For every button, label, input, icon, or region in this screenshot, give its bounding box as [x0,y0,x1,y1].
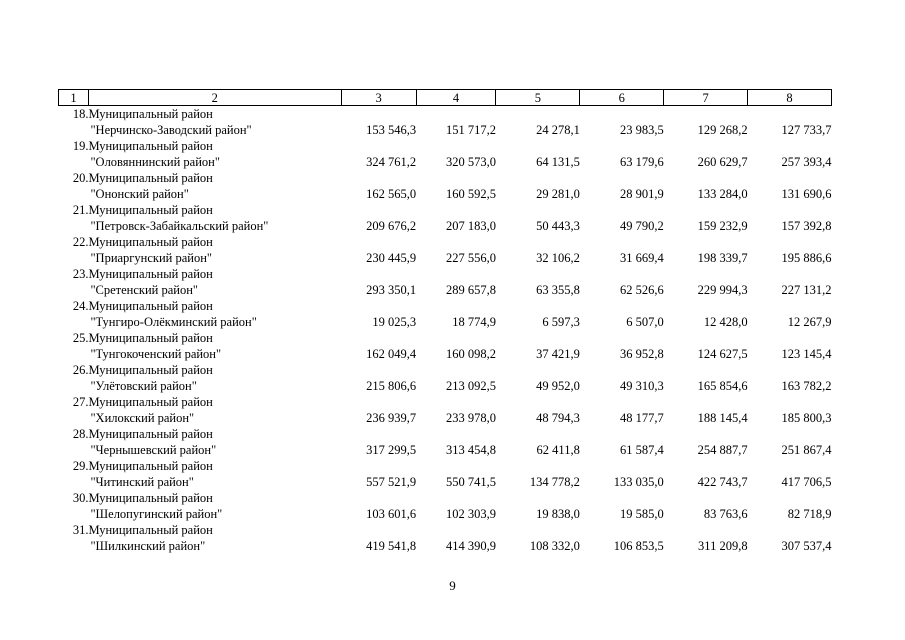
value-cell: 213 092,5 [445,379,496,393]
value-cell: 289 657,8 [445,283,496,297]
value-cell: 82 718,9 [787,507,832,521]
table-row [59,170,832,186]
value-cell: 162 565,0 [366,187,417,201]
blank-cell [59,442,89,458]
value-cell: 49 310,3 [619,379,664,393]
column-header: 6 [580,90,664,106]
table-row [59,410,832,426]
table-row [59,202,832,218]
value-cell: 227 131,2 [781,283,832,297]
value-cell: 28 901,9 [619,187,664,201]
municipality-name: "Чернышевский район" [90,443,217,457]
table-row [59,346,832,362]
municipality-type: Муниципальный район [88,203,213,217]
value-cell: 48 177,7 [619,411,664,425]
table-row [59,250,832,266]
value-cell: 133 035,0 [613,475,664,489]
value-cell: 311 209,8 [698,539,748,553]
value-cell: 293 350,1 [366,283,417,297]
municipality-name: "Приаргунский район" [90,251,213,265]
value-cell: 236 939,7 [366,411,417,425]
table-row [59,298,832,314]
blank-cell [59,186,89,202]
value-cell: 103 601,6 [366,507,417,521]
municipality-name: "Ононский район" [90,187,189,201]
blank-cell [59,218,89,234]
blank-cell [59,346,89,362]
value-cell: 422 743,7 [697,475,748,489]
table-row [59,314,832,330]
municipality-name: "Шелопугинский район" [90,507,223,521]
row-number: 24. [72,299,89,313]
table-row [59,330,832,346]
table-row [59,506,832,522]
value-cell: 162 049,4 [366,347,417,361]
value-cell: 102 303,9 [445,507,496,521]
row-number: 23. [72,267,89,281]
municipality-type: Муниципальный район [88,267,213,281]
value-cell: 207 183,0 [445,219,496,233]
value-cell: 23 983,5 [619,123,664,137]
value-cell: 50 443,3 [536,219,580,233]
value-cell: 185 800,3 [781,411,832,425]
row-number: 25. [72,331,89,345]
table-row [59,362,832,378]
municipality-type: Муниципальный район [88,363,213,377]
municipality-type: Муниципальный район [88,139,213,153]
table-row [59,218,832,234]
value-cell: 83 763,6 [703,507,748,521]
municipality-name: "Шилкинский район" [90,539,206,553]
municipality-type: Муниципальный район [88,459,213,473]
column-header: 2 [88,90,341,106]
value-cell: 106 853,5 [613,539,664,553]
value-cell: 195 886,6 [781,251,832,265]
value-cell: 151 717,2 [445,123,496,137]
row-number: 27. [72,395,89,409]
value-cell: 313 454,8 [445,443,496,457]
value-cell: 129 268,2 [697,123,748,137]
table-row [59,138,832,154]
value-cell: 63 179,6 [619,155,664,169]
value-cell: 131 690,6 [781,187,832,201]
row-number: 31. [72,523,89,537]
value-cell: 163 782,2 [781,379,832,393]
value-cell: 49 790,2 [619,219,664,233]
municipality-name: "Сретенский район" [90,283,199,297]
value-cell: 209 676,2 [366,219,417,233]
value-cell: 251 867,4 [781,443,832,457]
value-cell: 37 421,9 [536,347,580,361]
row-number: 30. [72,491,89,505]
blank-cell [59,538,89,554]
value-cell: 6 597,3 [542,315,580,329]
value-cell: 324 761,2 [366,155,417,169]
table-row [59,394,832,410]
value-cell: 18 774,9 [452,315,496,329]
value-cell: 123 145,4 [781,347,832,361]
table-row [59,474,832,490]
table-row [59,186,832,202]
municipality-type: Муниципальный район [88,427,213,441]
value-cell: 317 299,5 [366,443,417,457]
municipality-type: Муниципальный район [88,491,213,505]
column-header: 5 [496,90,580,106]
value-cell: 124 627,5 [697,347,748,361]
municipality-type: Муниципальный район [88,395,213,409]
value-cell: 133 284,0 [697,187,748,201]
value-cell: 417 706,5 [781,475,832,489]
value-cell: 36 952,8 [619,347,664,361]
table-row [59,458,832,474]
value-cell: 134 778,2 [529,475,580,489]
table-row [59,538,832,554]
row-number: 21. [72,203,89,217]
value-cell: 165 854,6 [697,379,748,393]
row-number: 28. [72,427,89,441]
budget-table [58,89,832,554]
column-header: 8 [748,90,832,106]
table-row [59,282,832,298]
value-cell: 19 025,3 [372,315,417,329]
row-number: 26. [72,363,89,377]
municipality-name: "Петровск-Забайкальский район" [90,219,269,233]
value-cell: 29 281,0 [536,187,580,201]
municipality-name: "Хилокский район" [90,411,195,425]
column-header: 3 [341,90,416,106]
value-cell: 19 585,0 [619,507,664,521]
value-cell: 32 106,2 [536,251,580,265]
value-cell: 320 573,0 [445,155,496,169]
value-cell: 157 392,8 [781,219,832,233]
municipality-type: Муниципальный район [88,107,213,121]
value-cell: 19 838,0 [536,507,580,521]
municipality-name: "Улётовский район" [90,379,197,393]
table-row [59,490,832,506]
table-row [59,378,832,394]
value-cell: 62 411,8 [536,443,580,457]
blank-cell [59,474,89,490]
column-header: 1 [59,90,89,106]
value-cell: 414 390,9 [445,539,496,553]
value-cell: 61 587,4 [619,443,664,457]
municipality-name: "Читинский район" [90,475,194,489]
municipality-type: Муниципальный район [88,299,213,313]
blank-cell [59,378,89,394]
value-cell: 63 355,8 [536,283,580,297]
blank-cell [59,154,89,170]
value-cell: 24 278,1 [536,123,580,137]
value-cell: 160 592,5 [445,187,496,201]
value-cell: 6 507,0 [626,315,664,329]
value-cell: 12 267,9 [787,315,832,329]
row-number: 20. [72,171,89,185]
blank-cell [59,314,89,330]
value-cell: 31 669,4 [619,251,664,265]
blank-cell [59,122,89,138]
municipality-name: "Тунгокоченский район" [90,347,222,361]
column-header: 4 [416,90,496,106]
table-row [59,522,832,538]
value-cell: 307 537,4 [781,539,832,553]
value-cell: 64 131,5 [536,155,580,169]
column-header: 7 [664,90,748,106]
value-cell: 48 794,3 [536,411,580,425]
value-cell: 62 526,6 [619,283,664,297]
municipality-type: Муниципальный район [88,523,213,537]
municipality-type: Муниципальный район [88,171,213,185]
table-row [59,122,832,138]
blank-cell [59,506,89,522]
municipality-type: Муниципальный район [88,331,213,345]
value-cell: 419 541,8 [366,539,417,553]
table-row [59,426,832,442]
page-number: 9 [449,578,456,593]
value-cell: 230 445,9 [366,251,417,265]
value-cell: 557 521,9 [366,475,417,489]
row-number: 18. [72,107,89,121]
value-cell: 227 556,0 [445,251,496,265]
value-cell: 198 339,7 [697,251,748,265]
table-row [59,266,832,282]
table-row [59,234,832,250]
value-cell: 215 806,6 [366,379,417,393]
municipality-name: "Нерчинско-Заводский район" [90,123,252,137]
municipality-type: Муниципальный район [88,235,213,249]
municipality-name: "Оловяннинский район" [90,155,220,169]
row-number: 19. [72,139,89,153]
value-cell: 260 629,7 [697,155,748,169]
value-cell: 12 428,0 [703,315,748,329]
table-row [59,442,832,458]
blank-cell [59,410,89,426]
value-cell: 233 978,0 [445,411,496,425]
table-header-row [59,90,832,106]
value-cell: 159 232,9 [697,219,748,233]
value-cell: 108 332,0 [529,539,580,553]
value-cell: 153 546,3 [366,123,417,137]
row-number: 22. [72,235,89,249]
table-body [59,90,832,555]
table-row [59,154,832,170]
blank-cell [59,282,89,298]
value-cell: 160 098,2 [445,347,496,361]
value-cell: 49 952,0 [536,379,580,393]
value-cell: 188 145,4 [697,411,748,425]
table-row [59,106,832,123]
municipality-name: "Тунгиро-Олёкминский район" [90,315,257,329]
value-cell: 254 887,7 [697,443,748,457]
value-cell: 550 741,5 [445,475,496,489]
value-cell: 257 393,4 [781,155,832,169]
blank-cell [59,250,89,266]
row-number: 29. [72,459,89,473]
value-cell: 127 733,7 [781,123,832,137]
value-cell: 229 994,3 [697,283,748,297]
